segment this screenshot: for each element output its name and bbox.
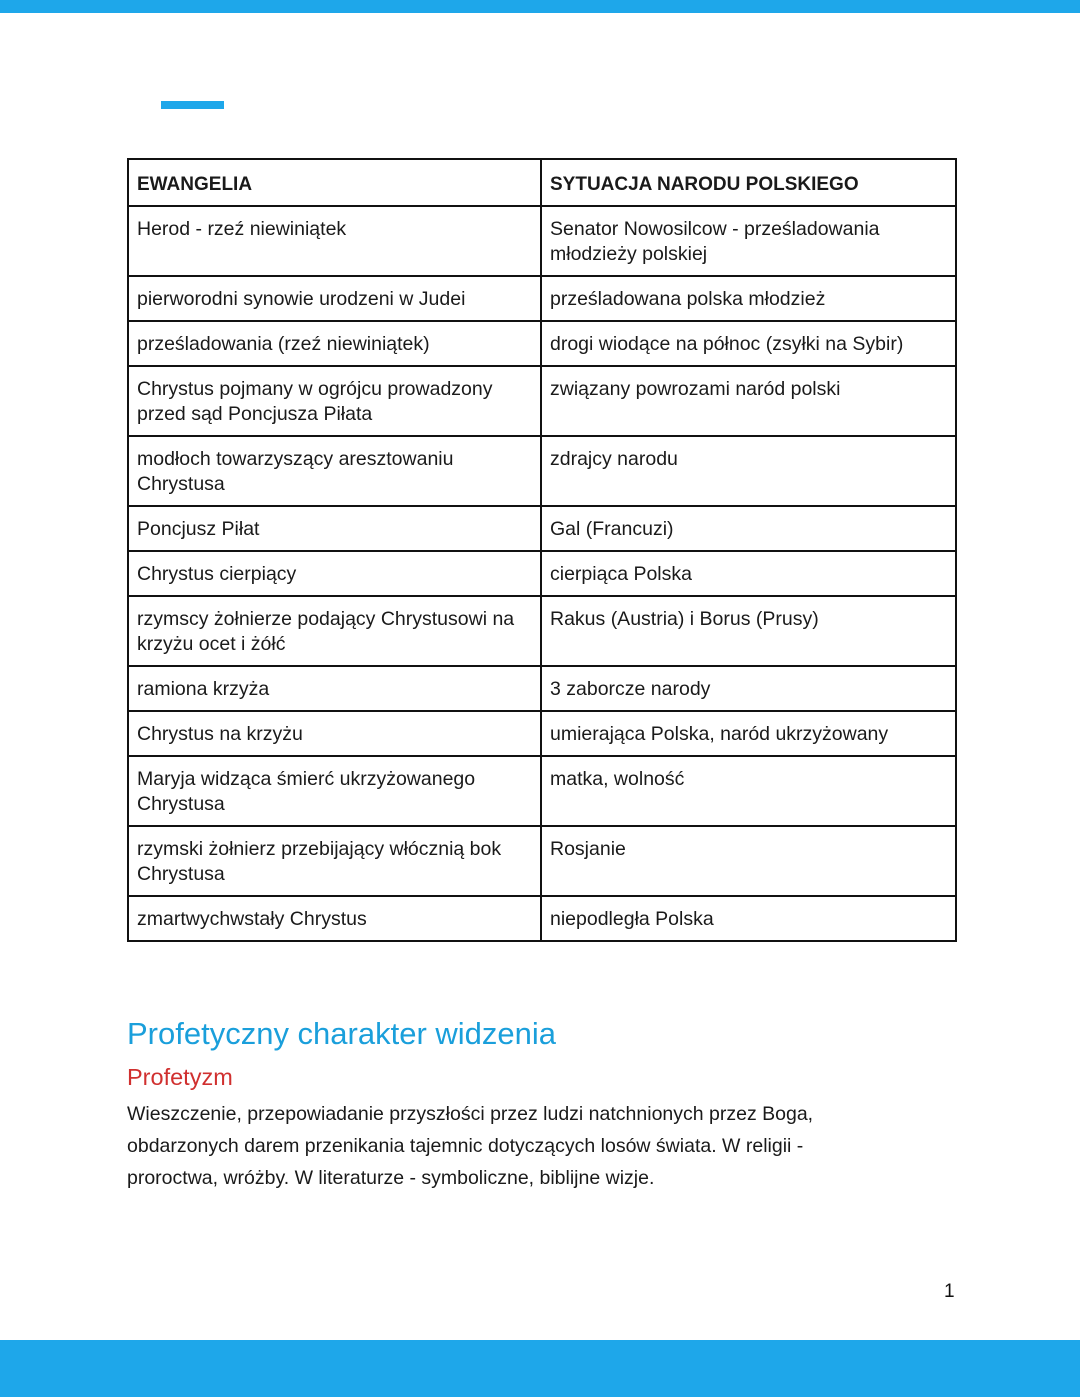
table-row: [128, 276, 956, 321]
table-cell: Chrystus pojmany w ogrójcu prowadzony przed sąd Poncjusza Piłata: [128, 366, 541, 436]
table-cell: Gal (Francuzi): [541, 506, 956, 551]
table-cell: Chrystus na krzyżu: [128, 711, 541, 756]
subsection-title: Profetyzm: [127, 1064, 233, 1090]
table-row: [128, 321, 956, 366]
table-row: [128, 366, 956, 436]
table-row: [128, 826, 956, 896]
top-accent-bar: [0, 0, 1080, 13]
table-cell: zdrajcy narodu: [541, 436, 956, 506]
table-cell: Poncjusz Piłat: [128, 506, 541, 551]
table-cell: 3 zaborcze narody: [541, 666, 956, 711]
table-cell: Chrystus cierpiący: [128, 551, 541, 596]
page-number: 1: [944, 1281, 955, 1302]
accent-dash: [161, 101, 224, 109]
section-title: Profetyczny charakter widzenia: [127, 1016, 557, 1051]
table-cell: umierająca Polska, naród ukrzyżowany: [541, 711, 956, 756]
table-cell: prześladowana polska młodzież: [541, 276, 956, 321]
table-cell: prześladowania (rzeź niewiniątek): [128, 321, 541, 366]
table-row: [128, 596, 956, 666]
table-cell: zmartwychwstały Chrystus: [128, 896, 541, 941]
table-row: [128, 711, 956, 756]
table-cell: Rakus (Austria) i Borus (Prusy): [541, 596, 956, 666]
bottom-accent-bar: [0, 1340, 1080, 1397]
table-row: [128, 896, 956, 941]
table-cell: Herod - rzeź niewiniątek: [128, 206, 541, 276]
table-cell: rzymscy żołnierze podający Chrystusowi na krzyżu ocet i żółć: [128, 596, 541, 666]
table-cell: Maryja widząca śmierć ukrzyżowanego Chrystusa: [128, 756, 541, 826]
header-sytuacja-narodu: SYTUACJA NARODU POLSKIEGO: [541, 159, 956, 206]
table-cell: modłoch towarzyszący aresztowaniu Chrystusa: [128, 436, 541, 506]
comparison-table: [127, 158, 957, 942]
table-cell: rzymski żołnierz przebijający włócznią bok Chrystusa: [128, 826, 541, 896]
table-row: [128, 206, 956, 276]
table-cell: cierpiąca Polska: [541, 551, 956, 596]
table-row: [128, 756, 956, 826]
definition-paragraph: Wieszczenie, przepowiadanie przyszłości przez ludzi natchnionych przez Boga, obdarzonych darem przenikania tajemnic dotyczących losów świata. W religii - proroctwa, wróżby. W literaturze - symboliczne, biblijne wizje.: [127, 1103, 814, 1189]
table-cell: pierworodni synowie urodzeni w Judei: [128, 276, 541, 321]
table-cell: drogi wiodące na północ (zsyłki na Sybir): [541, 321, 956, 366]
table-cell: związany powrozami naród polski: [541, 366, 956, 436]
table-cell: Rosjanie: [541, 826, 956, 896]
header-ewangelia: EWANGELIA: [128, 159, 541, 206]
table-cell: Senator Nowosilcow - prześladowania młodzieży polskiej: [541, 206, 956, 276]
table-cell: niepodległa Polska: [541, 896, 956, 941]
table-row: [128, 436, 956, 506]
table-cell: ramiona krzyża: [128, 666, 541, 711]
table-row: [128, 666, 956, 711]
table-cell: matka, wolność: [541, 756, 956, 826]
table-header-row: [128, 159, 956, 206]
table-row: [128, 551, 956, 596]
table-row: [128, 506, 956, 551]
